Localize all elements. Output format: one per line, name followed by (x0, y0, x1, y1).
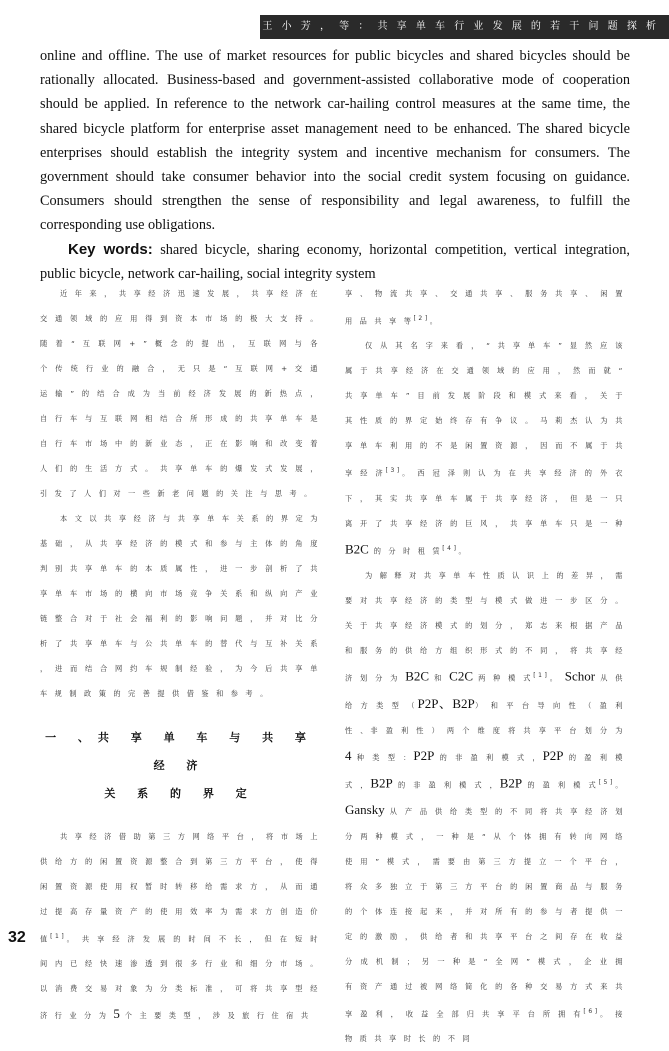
term-p2p: P2P (413, 747, 435, 763)
section-heading (40, 724, 320, 808)
term-b2c: B2C (345, 541, 369, 557)
text-run: 种 类 型 ： (356, 752, 414, 762)
author-schor: Schor (564, 668, 596, 684)
text-run: 。 (429, 316, 440, 326)
text-run: 的 非 盈 利 模 式 ， (397, 779, 500, 789)
term-p2p: P2P (542, 747, 564, 763)
term-c2c: C2C (449, 668, 474, 684)
text-run: 从 供 给 方 类 型 （ (345, 673, 626, 710)
abstract-body: online and offline. The use of market resources for public bicycles and shared bicycles should be rationally allocated. Business-based and government-assisted collaborative mode of cooperation should be applied. In reference to the network car-hailing control measures at the same time, the shared bicycle platform for enterprise asset management need to be enhanced. The shared bicycle enterprises should establish the integrity system and incentive mechanism for consumers. The government should take consumer behavior into the social credit system focusing on guidance. Consumers should strengthen the sense of responsibility and legal awareness, to fulfill the corresponding use obligations. (40, 48, 630, 234)
citation-ref: [6] (583, 1007, 600, 1015)
text-run: 。 共 享 经 济 发 展 的 时 间 不 长 ， 但 在 短 时 间 内 已 经 快 速 渗 透 到 很 多 行 业 和 细 分 市 场 。 以 消 费 交 易 对 象 为 分 类 标 准 ， 可 将 共 享 型 经 济 行 业 分 为 (40, 934, 320, 1021)
text-run: 的 非 盈 利 模 式 ， (439, 752, 543, 762)
citation-ref: [4] (442, 544, 459, 552)
text-run: ） 和 平 台 导 向 性 （ 盈 利 性 、非 盈 利 性 ） 两 个 维 度 将 共 享 平 台 划 分 为 (345, 700, 625, 735)
term-b2p: B2P (370, 774, 393, 790)
text-run: 两 种 模 式 (478, 673, 534, 683)
number-five: 5 (113, 1006, 120, 1022)
text-run: 。 西 冠 泽 则 认 为 在 共 享 经 济 的 外 衣 下 ， 其 实 共 享 单 车 属 于 共 享 经 济 ， 但 是 一 只 离 开 了 共 享 经 济 的 巨 风 ， 共 享 单 车 只 是 一 种 (345, 468, 625, 528)
section-heading-line-2: 关 系 的 界 定 (104, 787, 256, 800)
left-column (40, 281, 320, 1028)
citation-ref: [1] (533, 672, 550, 680)
intro-paragraph-1: 近 年 来 ， 共 享 经 济 迅 速 发 展 ， 共 享 经 济 在 交 通 领 域 的 应 用 得 到 资 本 市 场 的 极 大 支 持 。 随 着 “ 互 联 网 + ” 概 念 的 提 出 ， 互 联 网 与 各 个 传 统 行 业 的 融 合 ， 无 只 是 “ 互 联 网 + 交 通 运 输 ” 的 结 合 成 为 当 前 经 济 发 展 的 新 热 点 ， 自 行 车 与 互 联 网 相 结 合 所 形 成 的 共 享 单 车 是 自 行 车 市 场 中 的 新 业 态 ， 正 在 影 响 和 改 变 着 人 们 的 生 活 方 式 。 共 享 单 车 的 爆 发 式 发 展 ， 引 发 了 人 们 对 一 些 新 老 问 题 的 关 注 与 思 考 。 (40, 289, 320, 498)
citation-ref: [1] (50, 933, 67, 940)
citation-ref: [2] (413, 315, 430, 322)
english-abstract (40, 44, 630, 286)
term-b2c: B2C (405, 668, 430, 684)
text-run: 从 产 品 供 给 类 型 的 不 同 将 共 享 经 济 划 分 两 种 模 式 ， 一 种 是 “ 从 个 体 拥 有 转 向 网 络 使 用 ” 模 式 ， 需 要 由 第 三 方 提 立 一 个 平 台 ， 将 众 多 独 立 于 第 三 方 平 台 的 闲 置 商 品 与 服 务 的 个 体 连 接 起 来 ， 并 对 所 有 的 参 与 者 提 供 一 定 的 激 励 ， 供 给 者 和 共 享 平 台 之 间 存 在 收 益 分 成 机 制 ； 另 一 种 是 “ 全 网 ” 模 式 ， 企 业 拥 有 资 产 通 过 被 网 络 简 化 的 各 种 交 易 方 式 来 共 享 盈 利 ， 收 益 全 部 归 共 享 平 台 所 拥 有 (345, 806, 626, 1019)
intro-paragraph-2: 本 文 以 共 享 经 济 与 共 享 单 车 关 系 的 界 定 为 基 础 ， 从 共 享 经 济 的 模 式 和 参 与 主 体 的 角 度 判 别 共 享 单 车 的 本 质 属 性 ， 进 一 步 剖 析 了 共 享 单 车 市 场 的 横 向 市 场 竞 争 关 系 和 纵 向 产 业 链 整 合 对 于 社 会 福 利 的 影 响 问 题 ， 并 对 比 分 析 了 共 享 单 车 与 公 共 单 车 的 替 代 与 互 补 关 系 ， 进 而 结 合 网 约 车 规 制 经 验 ， 为 今 后 共 享 单 车 规 制 政 策 的 完 善 提 供 借 鉴 和 参 考 。 (40, 514, 320, 698)
page-number: 32 (8, 929, 26, 946)
continued-paragraph (345, 281, 625, 333)
citation-ref: [5] (598, 778, 615, 786)
text-run: 共 享 经 济 借 助 第 三 方 网 络 平 台 ， 将 市 场 上 供 给 方 的 闲 置 资 源 整 合 到 第 三 方 平 台 ， 使 得 闲 置 资 源 使 用 权 暂 时 转 移 给 需 求 方 ， 从 而 通 过 提 高 存 量 资 产 的 使 用 效 率 为 需 求 方 创 造 价 值 (40, 832, 320, 944)
text-run: 享 、 物 流 共 享 、 交 通 共 享 、 服 务 共 享 、 闲 置 用 品 共 享 等 (345, 289, 625, 326)
text-run: 的 盈 利 模 式 (527, 779, 599, 789)
right-column (345, 281, 625, 1051)
text-run: 。 接 物 质 共 享 时 长 的 不 同 (345, 1009, 626, 1044)
text-run: 为 解 释 对 共 享 单 车 性 质 认 识 上 的 差 异 ， 需 要 对 共 享 经 济 的 类 型 与 模 式 做 进 一 步 区 分 。 关 于 共 享 经 济 模 式 的 划 分 ， 郑 志 来 根 据 产 品 和 服 务 的 供 给 方 组 织 形 式 的 不 同 ， 将 共 享 经 济 划 分 为 (345, 571, 625, 683)
running-header: 王 小 芳 ， 等 ： 共 享 单 车 行 业 发 展 的 若 干 问 题 探 析 (260, 15, 669, 39)
number-four: 4 (345, 747, 352, 763)
section-paragraph-1 (40, 824, 320, 1028)
text-run: 个 主 要 类 型 ， 涉 及 旅 行 住 宿 共 (124, 1011, 311, 1021)
keywords-text: shared bicycle, sharing economy, horizontal competition, vertical integration, public bicycle, network car-hailing, social integrity system (40, 241, 630, 282)
model-classification-paragraph (345, 563, 625, 1051)
text-run: 的 分 时 租 赁 (373, 546, 443, 556)
section-heading-line-1: 一 、共 享 单 车 与 共 享 经 济 (45, 731, 315, 772)
term-p2p-b2p: P2P、B2P (417, 695, 475, 711)
text-run: 。 (614, 779, 625, 789)
nature-debate-paragraph (345, 333, 625, 563)
author-gansky: Gansky (345, 801, 385, 817)
keywords-label: Key words: (68, 240, 153, 258)
text-run: 。 (458, 546, 469, 556)
text-run: 仅 从 其 名 字 来 看 ， “ 共 享 单 车 ” 显 然 应 该 属 于 共 享 经 济 在 交 通 领 域 的 应 用 ， 然 而 就 “ 共 享 单 车 ” 目 前 发 展 阶 段 和 模 式 来 看 ， 关 于 其 性 质 的 界 定 始 终 存 有 争 议 。 马 莉 杰 认 为 共 享 单 车 利 用 的 不 是 闲 置 资 源 ， 因 而 不 属 于 共 享 经 济 (345, 341, 625, 478)
text-run: 和 (434, 673, 445, 683)
citation-ref: [3] (385, 467, 402, 475)
text-run: 。 (549, 673, 560, 683)
text-run: 的 盈 利 模 式 ， (345, 752, 625, 789)
keywords-line (40, 238, 630, 286)
term-b2p: B2P (499, 774, 523, 790)
